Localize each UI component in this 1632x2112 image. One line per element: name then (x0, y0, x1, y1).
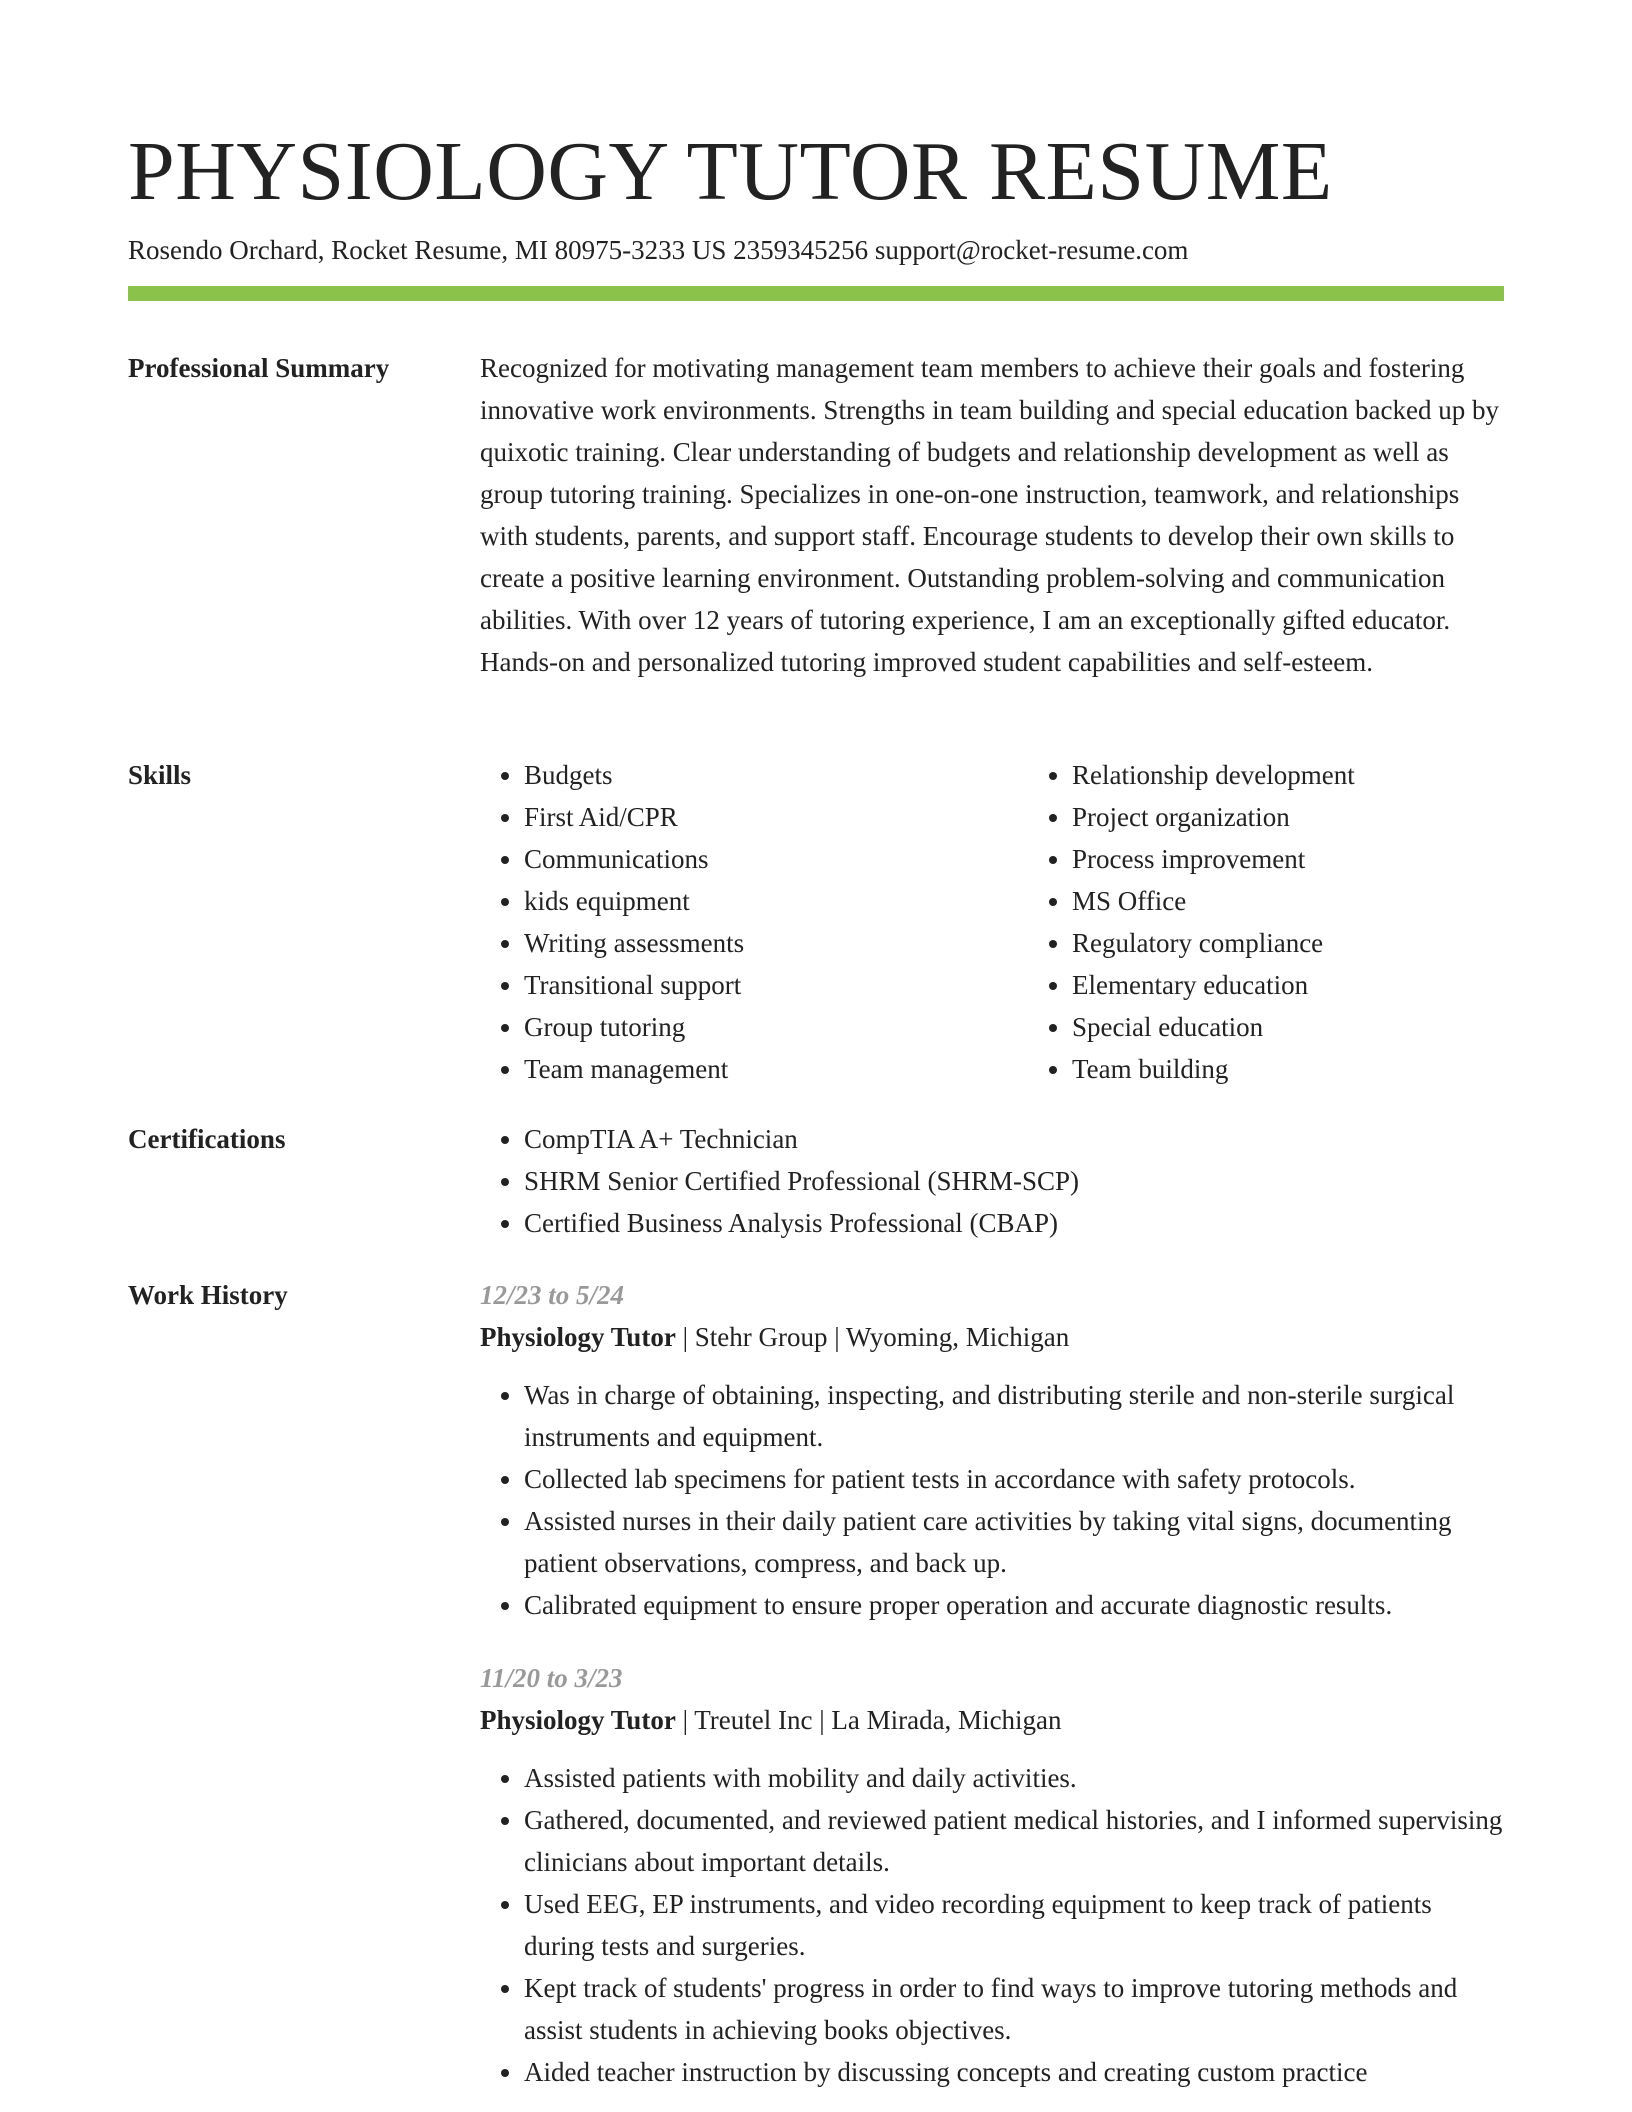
skills-list-right (1028, 754, 1576, 1090)
job-bullet: • Calibrated equipment to ensure proper operation and accurate diagnostic results. (524, 1584, 1504, 1626)
skills-lists (480, 754, 1504, 1090)
skill-item: • Process improvement (1072, 838, 1576, 880)
job-details: | Treutel Inc | La Mirada, Michigan (675, 1705, 1062, 1735)
job-bullet: • Collected lab specimens for patient tests in accordance with safety protocols. (524, 1458, 1504, 1500)
summary-label: Professional Summary (128, 353, 390, 383)
job-entry (480, 1657, 1504, 2093)
certification-item: • CompTIA A+ Technician (524, 1118, 1504, 1160)
skill-item: • Project organization (1072, 796, 1576, 838)
skill-item: • Team management (524, 1048, 1028, 1090)
skill-item: • kids equipment (524, 880, 1028, 922)
job-title: Physiology Tutor (480, 1322, 676, 1352)
skill-item: • Team building (1072, 1048, 1576, 1090)
skill-item: • Writing assessments (524, 922, 1028, 964)
skill-item: • MS Office (1072, 880, 1576, 922)
job-entry (480, 1274, 1504, 1626)
certifications-content (480, 1118, 1504, 1244)
job-details: | Stehr Group | Wyoming, Michigan (675, 1322, 1070, 1352)
skill-item: • Transitional support (524, 964, 1028, 1006)
summary-text: Recognized for motivating management team members to achieve their goals and fostering innovative work environments. Strengths in team building and special education backed up by quixotic training. Clear understanding of budgets and relationship development as well as group tutoring training. Specializes in one-on-one instruction, teamwork, and relationships with students, parents, and support staff. Encourage students to develop their own skills to create a positive learning environment. Outstanding problem-solving and communication abilities. With over 12 years of tutoring experience, I am an exceptionally gifted educator. Hands-on and personalized tutoring improved student capabilities and self-esteem. (480, 353, 1500, 677)
skill-item: • Budgets (524, 754, 1028, 796)
job-date: 12/23 to 5/24 (480, 1280, 625, 1310)
work-history-label: Work History (128, 1280, 288, 1310)
job-heading (480, 1699, 1504, 1741)
contact-line: Rosendo Orchard, Rocket Resume, MI 80975-3233 US 2359345256 support@rocket-resume.com (128, 235, 1189, 265)
job-bullet: • Gathered, documented, and reviewed patient medical histories, and I informed supervising clinicians about important details. (524, 1799, 1504, 1883)
skills-label: Skills (128, 760, 192, 790)
job-bullet: • Used EEG, EP instruments, and video recording equipment to keep track of patients during tests and surgeries. (524, 1883, 1504, 1967)
certifications-list (480, 1118, 1504, 1244)
skill-item: • Special education (1072, 1006, 1576, 1048)
job-bullet: • Kept track of students' progress in order to find ways to improve tutoring methods and assist students in achieving books objectives. (524, 1967, 1504, 2051)
job-bullet: • Assisted patients with mobility and daily activities. (524, 1757, 1504, 1799)
job-heading (480, 1316, 1504, 1358)
job-bullet: • Aided teacher instruction by discussing concepts and creating custom practice (524, 2051, 1504, 2093)
work-history-content (480, 1274, 1504, 2093)
job-bullets (480, 1374, 1504, 1626)
skill-item: • Group tutoring (524, 1006, 1028, 1048)
job-bullet: • Assisted nurses in their daily patient care activities by taking vital signs, documenting patient observations, compress, and back up. (524, 1500, 1504, 1584)
job-date: 11/20 to 3/23 (480, 1663, 623, 1693)
skills-list-left (480, 754, 1028, 1090)
certifications-label: Certifications (128, 1124, 286, 1154)
skill-item: • Relationship development (1072, 754, 1576, 796)
skill-item: • First Aid/CPR (524, 796, 1028, 838)
job-bullet: • Was in charge of obtaining, inspecting, and distributing sterile and non-sterile surgical instruments and equipment. (524, 1374, 1504, 1458)
resume-title: PHYSIOLOGY TUTOR RESUME (128, 125, 1333, 218)
skill-item: • Regulatory compliance (1072, 922, 1576, 964)
skill-item: • Elementary education (1072, 964, 1576, 1006)
job-title: Physiology Tutor (480, 1705, 676, 1735)
certification-item: • Certified Business Analysis Professional (CBAP) (524, 1202, 1504, 1244)
accent-divider (128, 286, 1504, 301)
skill-item: • Communications (524, 838, 1028, 880)
certification-item: • SHRM Senior Certified Professional (SHRM-SCP) (524, 1160, 1504, 1202)
job-bullets (480, 1757, 1504, 2093)
